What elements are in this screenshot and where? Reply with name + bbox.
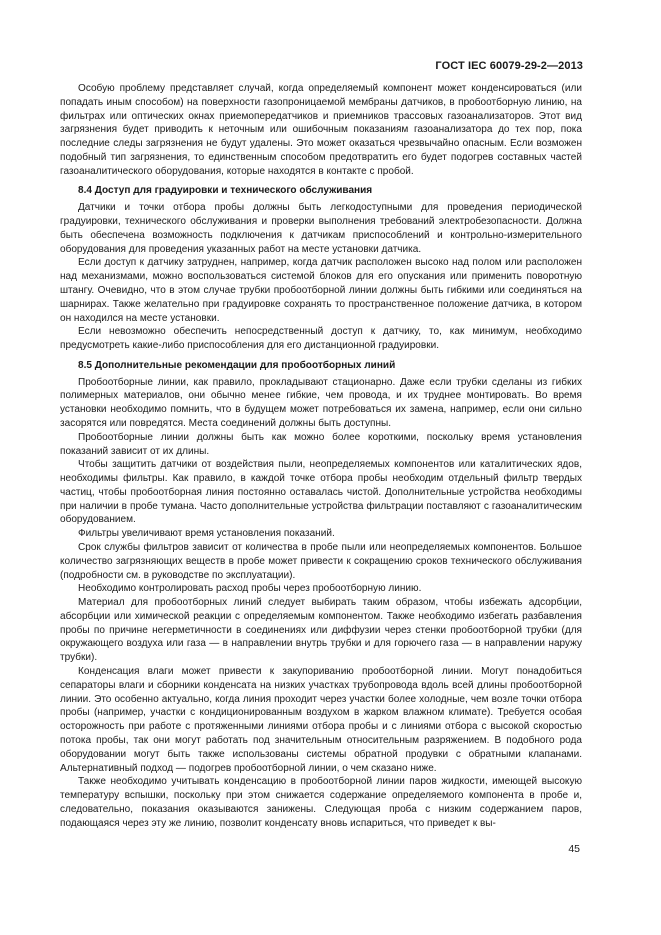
paragraph: Пробоотборные линии, как правило, прокладывают стационарно. Даже если трубки сделаны из гибких полимерных материалов, они обычно менее гибкие, чем провода, и их труднее монтировать. Во время установки необходимо помнить, что в будущем может потребоваться их замена, например, если они сильно засорятся или повредятся. Места соединений должны быть доступны. [60,376,582,429]
document-body [60,82,582,830]
paragraph: Конденсация влаги может привести к закупориванию пробоотборной линии. Могут понадобиться сепараторы влаги и сборники конденсата на низких участках трубопровода вдоль всей длины пробоотборной линии. Это особенно актуально, когда линия проходит через участки более холодные, чем возле точки отбора пробы (например, участки с кондиционированным воздухом в жарком влажном климате). Требуется особая осторожность при работе с протяженными линиями отбора пробы и с линиями отбора с высокой скоростью потока пробы, так они могут работать под значительным относительным разряжением. В подобного рода оборудовании могут быть также использованы системы обратной продувки с обратными клапанами. Альтернативный подход — подогрев пробоотборной линии, о чем сказано ниже. [60,666,582,774]
paragraph: Если доступ к датчику затруднен, например, когда датчик расположен высоко над полом или расположен над механизмами, можно воспользоваться системой блоков для его опускания или применить поворотную штангу. Очевидно, что в этом случае трубки пробоотборной линии должны быть гибкими или соединяться на шарнирах. Также желательно при градуировке сохранять то пространственное положение датчика, в котором он находился на месте установки. [60,257,582,324]
paragraph: Если невозможно обеспечить непосредственный доступ к датчику, то, как минимум, необходимо предусмотреть какие-либо приспособления для его дистанционной градуировки. [60,326,582,352]
paragraph: Также необходимо учитывать конденсацию в пробоотборной линии паров жидкости, имеющей высокую температуру вспышки, поскольку при этом снижается содержание определяемого компонента в пробе и, следовательно, показания оказываются занижены. Следующая проба с низким содержанием паров, подающаяся через эту же линию, позволит конденсату вновь испариться, что приведет к вы- [60,776,582,829]
page-number: 45 [568,843,580,855]
paragraph: Фильтры увеличивают время установления показаний. [78,528,335,540]
paragraph: Срок службы фильтров зависит от количества в пробе пыли или неопределяемых компонентов. Большое количество загрязняющих веществ в пробе может привести к сокращению сроков технического обслуживания (подробности см. в руководстве по эксплуатации). [60,542,582,581]
paragraph: Необходимо контролировать расход пробы через пробоотборную линию. [78,583,422,595]
standard-header: ГОСТ IEC 60079-29-2—2013 [435,60,583,72]
paragraph: Материал для пробоотборных линий следует выбирать таким образом, чтобы избежать адсорбции, абсорбции или химической реакции с определяемым компонентом. Также необходимо избегать разбавления пробы по причине негерметичности в соединениях или диффузии через стенки пробоотборной трубки (для окружающего воздуха или газа — в направлении внутрь трубки и для горючего газа — в направлении наружу трубки). [60,597,582,664]
paragraph: Датчики и точки отбора пробы должны быть легкодоступными для проведения периодической градуировки, технического обслуживания и проверки выполнения требований электробезопасности. Должна быть обеспечена возможность подключения к датчикам приспособлений и контрольно-измерительного оборудования для проведения указанных работ на месте установки датчика. [60,202,582,255]
section-heading-8-4: 8.4 Доступ для градуировки и технического обслуживания [78,185,373,197]
paragraph: Особую проблему представляет случай, когда определяемый компонент может конденсироваться (или попадать иным способом) на поверхности газопроницаемой мембраны датчиков, в пробоотборную линию, на фильтрах или оптических окнах приемопередатчиков и приемников трассовых газоанализаторов. Этот вид загрязнения будет приводить к неточным или ошибочным показаниям газоанализатора до тех пор, пока последние следы загрязнения не будут удалены. Это может оказаться чрезвычайно опасным. Если возможен подобный тип загрязнения, то единственным способом предотвратить его будет подогрев составных частей газоаналитического оборудования, которые находятся в контакте с пробой. [60,83,582,177]
paragraph: Пробоотборные линии должны быть как можно более короткими, поскольку время установления показаний зависит от их длины. [60,431,582,457]
paragraph: Чтобы защитить датчики от воздействия пыли, неопределяемых компонентов или каталитических ядов, необходимы фильтры. Как правило, в каждой точке отбора пробы необходим отдельный фильтр твердых частиц, чтобы пробоотборная линия постоянно оставалась чистой. Дополнительные устройства необходимы при наличии в пробе тумана. Часто дополнительные устройства фильтрации поставляют с газоаналитическим оборудованием. [60,459,582,526]
section-heading-8-5: 8.5 Дополнительные рекомендации для пробоотборных линий [78,359,396,371]
